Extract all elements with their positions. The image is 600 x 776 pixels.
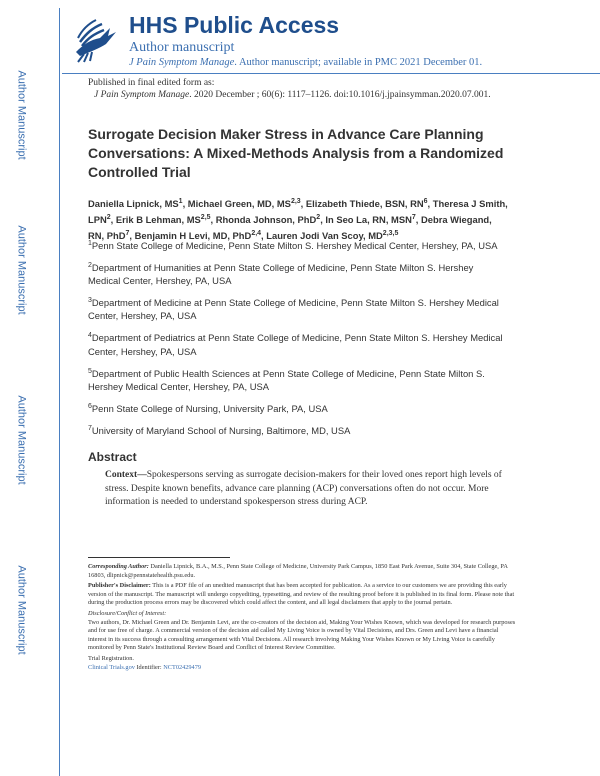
trial-registration-heading: Trial Registration. — [88, 654, 134, 662]
left-margin-sidebar — [0, 0, 60, 776]
side-label: Author Manuscript — [16, 70, 29, 160]
publication-info — [88, 77, 491, 101]
affiliation-list — [88, 237, 508, 444]
journal-name: J Pain Symptom Manage — [94, 90, 190, 100]
side-label: Author Manuscript — [16, 565, 29, 655]
trial-registration: Clinical Trials.gov Identifier: NCT02429479 — [88, 663, 202, 671]
author-list: Daniella Lipnick, $MS^1$, Michael Green, MD, MS$^{2,3}$, Elizabeth Thiede, BSN, $RN^6$, Theresa J Smith, LPN$^2$, Erik B Lehman, MS$^{2,5}$, Rhonda Johnson, PhD$^2$, In Seo La, RN, MSN$^7$, Debra Wiegand, RN, PhD$^7$, Benjamin H Levi, MD, PhD$^{2,4}$, Lauren Jodi Van Scoy, MD$^{2,3,5}$ — [88, 198, 508, 242]
clinical-trials-link[interactable]: Clinical Trials.gov — [88, 663, 135, 671]
author: Michael Green, MD, MS$^{2,3}$ — [187, 198, 301, 210]
author: Debra Wiegand, RN, PhD$^7$ — [88, 214, 492, 242]
affiliation: $^4$Department of Pediatrics at Penn State College of Medicine, Penn State Milton S. Hershey Medical Center, Hershey, PA, USA — [88, 332, 503, 357]
hhs-eagle-logo-icon — [70, 16, 120, 64]
author: Erik B Lehman, MS$^{2,5}$ — [115, 214, 211, 226]
header-citation — [129, 57, 482, 68]
author: Elizabeth Thiede, BSN, $RN^6$ — [305, 198, 428, 210]
author: Theresa J Smith, LPN$^2$ — [88, 198, 508, 226]
abstract-heading: Abstract — [88, 450, 137, 464]
author: In Seo La, RN, MSN$^7$ — [325, 214, 416, 226]
affiliation: $^2$Department of Humanities at Penn State College of Medicine, Penn State Milton S. Hershey Medical Center, Hershey, PA, USA — [88, 262, 474, 287]
header-divider — [62, 73, 600, 74]
affiliation: $^7$University of Maryland School of Nursing, Baltimore, MD, USA — [88, 424, 351, 436]
side-label: Author Manuscript — [16, 395, 29, 485]
publisher-disclaimer: Publisher's Disclaimer: This is a PDF file of an unedited manuscript that has been accepted for publication. As a service to our customers we are providing this early version of the manuscript. The manuscript will undergo copyediting, typesetting, and review of the resulting proof before it is published in its final form. Please note that during the production process errors may be discovered which could affect the content, and all legal disclaimers that apply to the journal pertain. — [88, 582, 515, 607]
hhs-header — [62, 0, 600, 75]
affiliation: $^3$Department of Medicine at Penn State College of Medicine, Penn State Milton S. Hershey Medical Center, Hershey, PA, USA — [88, 297, 499, 322]
coi-heading: Disclosure/Conflict of Interest: — [88, 609, 167, 617]
article-title: Surrogate Decision Maker Stress in Advance Care Planning Conversations: A Mixed-Methods Analysis from a Randomized Controlled Trial — [88, 126, 504, 180]
published-line: Published in final edited form as: — [88, 78, 215, 88]
coi-text: Two authors, Dr. Michael Green and Dr. Benjamin Levi, are the co-creators of the decision aid, Making Your Wishes Known, which was developed for research purposes and for use free of charge. A commercial version of the decision aid called My Living Voice is owned by Vital Decisions, and Drs. Green and Levi have a financial interest in its success through a consulting arrangement with Vital Decisions. All research involving Making Your Wishes Known or My Living Voice is carefully monitored by Penn State's Institutional Review Board and Conflict of Interest Review Committee. — [88, 618, 516, 652]
publication-citation — [88, 89, 491, 101]
affiliation: $^1$Penn State College of Medicine, Penn State Milton S. Hershey Medical Center, Hershey, PA, USA — [88, 240, 498, 252]
author: Rhonda Johnson, PhD$^2$ — [215, 214, 321, 226]
context-text: Spokespersons serving as surrogate decision-makers for their loved ones report high levels of stress. Despite known benefits, advance care planning (ACP) conversations often do not occur. More information is needed to understand spokesperson stress during ACP. — [105, 470, 502, 507]
sidebar-divider — [59, 8, 60, 776]
author: Benjamin H Levi, MD, PhD$^{2,4}$ — [134, 230, 262, 242]
citation-details: . Author manuscript; available in PMC 2021 December 01. — [234, 57, 483, 68]
trial-id-link[interactable]: NCT02429479 — [163, 663, 202, 671]
footnotes — [88, 563, 518, 674]
author: Daniella Lipnick, $MS^1$ — [88, 198, 183, 210]
side-label: Author Manuscript — [16, 225, 29, 315]
affiliation: $^6$Penn State College of Nursing, University Park, PA, USA — [88, 402, 328, 414]
abstract-context — [105, 469, 505, 510]
affiliation: $^5$Department of Public Health Sciences at Penn State College of Medicine, Penn State Milton S. Hershey Medical Center, Hershey, PA, USA — [88, 367, 485, 392]
footnote-divider — [88, 557, 230, 558]
author: Lauren Jodi Van Scoy, MD$^{2,3,5}$ — [266, 230, 399, 242]
context-label: Context— — [105, 470, 147, 480]
author-manuscript-label: Author manuscript — [129, 40, 235, 55]
citation-details: . 2020 December ; 60(6): 1117–1126. doi:10.1016/j.jpainsymman.2020.07.001. — [189, 90, 491, 100]
corresponding-author-note: Corresponding Author: Daniella Lipnick, B.A., M.S., Penn State College of Medicine, University Park Campus, 1850 East Park Avenue, Suite 304, State College, PA 16803, dlipnick@pennstatehealth.psu.edu. — [88, 563, 508, 579]
hhs-public-access-title: HHS Public Access — [129, 12, 340, 38]
journal-name: J Pain Symptom Manage — [129, 57, 235, 68]
